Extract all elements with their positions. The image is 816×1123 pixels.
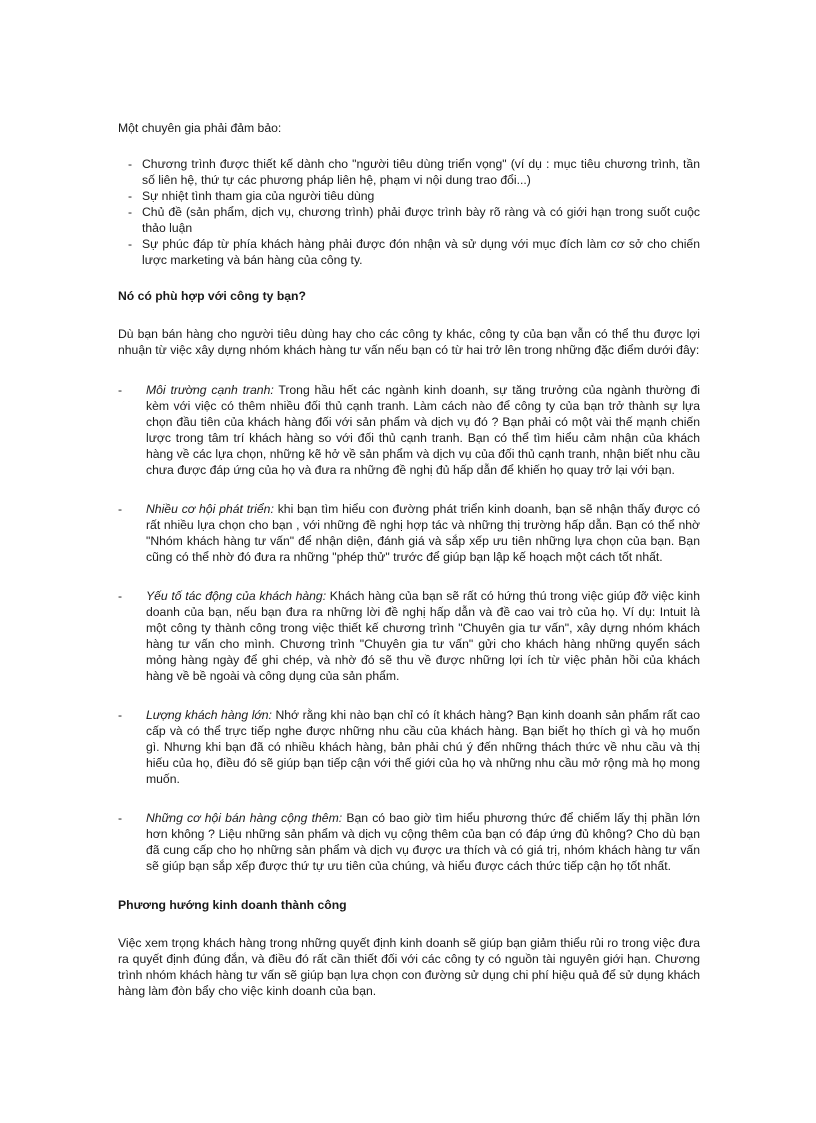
- document-page: [118, 120, 700, 999]
- item-label: Yếu tố tác động của khách hàng:: [146, 589, 327, 603]
- list-item: - Sự phúc đáp từ phía khách hàng phải được đón nhận và sử dụng với mục đích làm cơ sở cho chiến lược marketing và bán hàng của công ty.: [118, 236, 700, 268]
- list-item: [118, 382, 700, 478]
- list-item: [118, 707, 700, 787]
- item-text: Khách hàng của bạn sẽ rất có hứng thú trong việc giúp đỡ việc kinh doanh của bạn, nếu bạn đưa ra những lời đề nghị hấp dẫn và đề cao vai trò của họ. Ví dụ: Intuit là một công ty thành công trong việc thiết kế chương trình "Chuyên gia tư vấn", xây dựng nhóm khách hàng tư vấn cho mình. Chương trình "Chuyên gia tư vấn" gửi cho khách hàng những quyển sách mỏng hàng ngày để ghi chép, và nhờ đó sẽ thu về được những lợi ích từ việc phản hồi của khách hàng về bề ngoài và công dụng của sản phẩm.: [146, 589, 700, 683]
- section-paragraph-success: Việc xem trọng khách hàng trong những quyết định kinh doanh sẽ giúp bạn giảm thiểu rủi ro trong việc đưa ra quyết định đúng đắn, và điều đó rất cần thiết đối với các công ty có nguồn tài nguyên giới hạn. Chương trình nhóm khách hàng tư vấn sẽ giúp bạn lựa chọn con đường sử dụng chi phí hiệu quả để sử dụng khách hàng làm đòn bẩy cho việc kinh doanh của bạn.: [118, 936, 700, 998]
- list-item: - Chủ đề (sản phẩm, dịch vụ, chương trình) phải được trình bày rõ ràng và có giới hạn trong suốt cuộc thảo luận: [118, 204, 700, 236]
- dash-marker: -: [118, 708, 123, 722]
- item-label: Lượng khách hàng lớn:: [146, 708, 272, 722]
- intro-text: Một chuyên gia phải đảm bảo:: [118, 121, 282, 135]
- list-item: [118, 501, 700, 565]
- dash-marker: -: [118, 589, 123, 603]
- item-label: Nhiều cơ hội phát triển:: [146, 502, 274, 516]
- item-label: Những cơ hội bán hàng cộng thêm:: [146, 811, 343, 825]
- requirements-list: [118, 156, 700, 268]
- item-text: khi bạn tìm hiểu con đường phát triển kinh doanh, bạn sẽ nhận thấy được có rất nhiều lựa chọn cho bạn , với những đề nghị hợp tác và những thị trường hấp dẫn. Bạn có thể nhờ "Nhóm khách hàng tư vấn" để nhận diện, đánh giá và sắp xếp ưu tiên những lựa chọn của bạn. Bạn cũng có thể nhờ đó đưa ra những "phép thử" trước để giúp bạn lập kế hoạch một cách tốt nhất.: [146, 502, 700, 564]
- section-heading-fit: Nó có phù hợp với công ty bạn?: [118, 289, 306, 303]
- characteristics-list: [118, 382, 700, 874]
- section-heading-success: Phương hướng kinh doanh thành công: [118, 898, 347, 912]
- item-text: Nhớ rằng khi nào bạn chỉ có ít khách hàng? Bạn kinh doanh sản phẩm rất cao cấp và có thể trực tiếp nghe được những nhu cầu của khách hàng. Bạn biết họ thích gì và họ muốn gì. Nhưng khi bạn đã có nhiều khách hàng, bản phải chú ý đến những thách thức về nhu cầu và thị hiếu của họ, điều đó sẽ giúp bạn tiếp cận với thế giới của họ và những nhu cầu mở rộng mà họ mong muốn.: [146, 708, 700, 786]
- list-item: - Chương trình được thiết kế dành cho "người tiêu dùng triển vọng" (ví dụ : mục tiêu chương trình, tần số liên hệ, thứ tự các phương pháp liên hệ, phạm vi nội dung trao đổi...): [118, 156, 700, 188]
- item-text: Trong hầu hết các ngành kinh doanh, sự tăng trưởng của ngành thường đi kèm với việc có thêm nhiều đối thủ cạnh tranh. Làm cách nào để công ty của bạn trở thành sự lựa chọn đầu tiên của khách hàng đối với sản phẩm và dịch vụ đó ? Bạn phải có một vài thế mạnh chiến lược trong tâm trí khách hàng so với đối thủ cạnh tranh. Bạn có thể tìm hiểu cảm nhận của khách hàng về các lựa chọn, những kẽ hở về sản phẩm và dịch vụ của đối thủ cạnh tranh, nhận biết nhu cầu chưa được đáp ứng của họ và đưa ra những đề nghị đủ hấp dẫn để khiến họ quay trở lại với bạn.: [146, 383, 701, 477]
- list-item: - Sự nhiệt tình tham gia của người tiêu dùng: [118, 188, 700, 204]
- list-item: [118, 810, 700, 874]
- section-paragraph-fit: Dù bạn bán hàng cho người tiêu dùng hay cho các công ty khác, công ty của bạn vẫn có thể thu được lợi nhuận từ việc xây dựng nhóm khách hàng tư vấn nếu bạn có từ hai trở lên trong những đặc điểm dưới đây:: [118, 327, 700, 357]
- dash-marker: -: [118, 502, 123, 516]
- dash-marker: -: [118, 383, 123, 397]
- list-item: [118, 588, 700, 684]
- item-label: Môi trường cạnh tranh:: [146, 383, 274, 397]
- item-text: Bạn có bao giờ tìm hiểu phương thức để chiếm lấy thị phần lớn hơn không ? Liệu những sản phẩm và dịch vụ cộng thêm của bạn có đáp ứng đủ không? Cho dù bạn đã cung cấp cho họ những sản phẩm và dịch vụ được ưa thích và có giá trị, nhóm khách hàng tư vấn sẽ giúp bạn sắp xếp được thứ tự ưu tiên của chúng, và hiểu được cách thức tiếp cận họ tốt nhất.: [146, 811, 700, 873]
- dash-marker: -: [118, 811, 123, 825]
